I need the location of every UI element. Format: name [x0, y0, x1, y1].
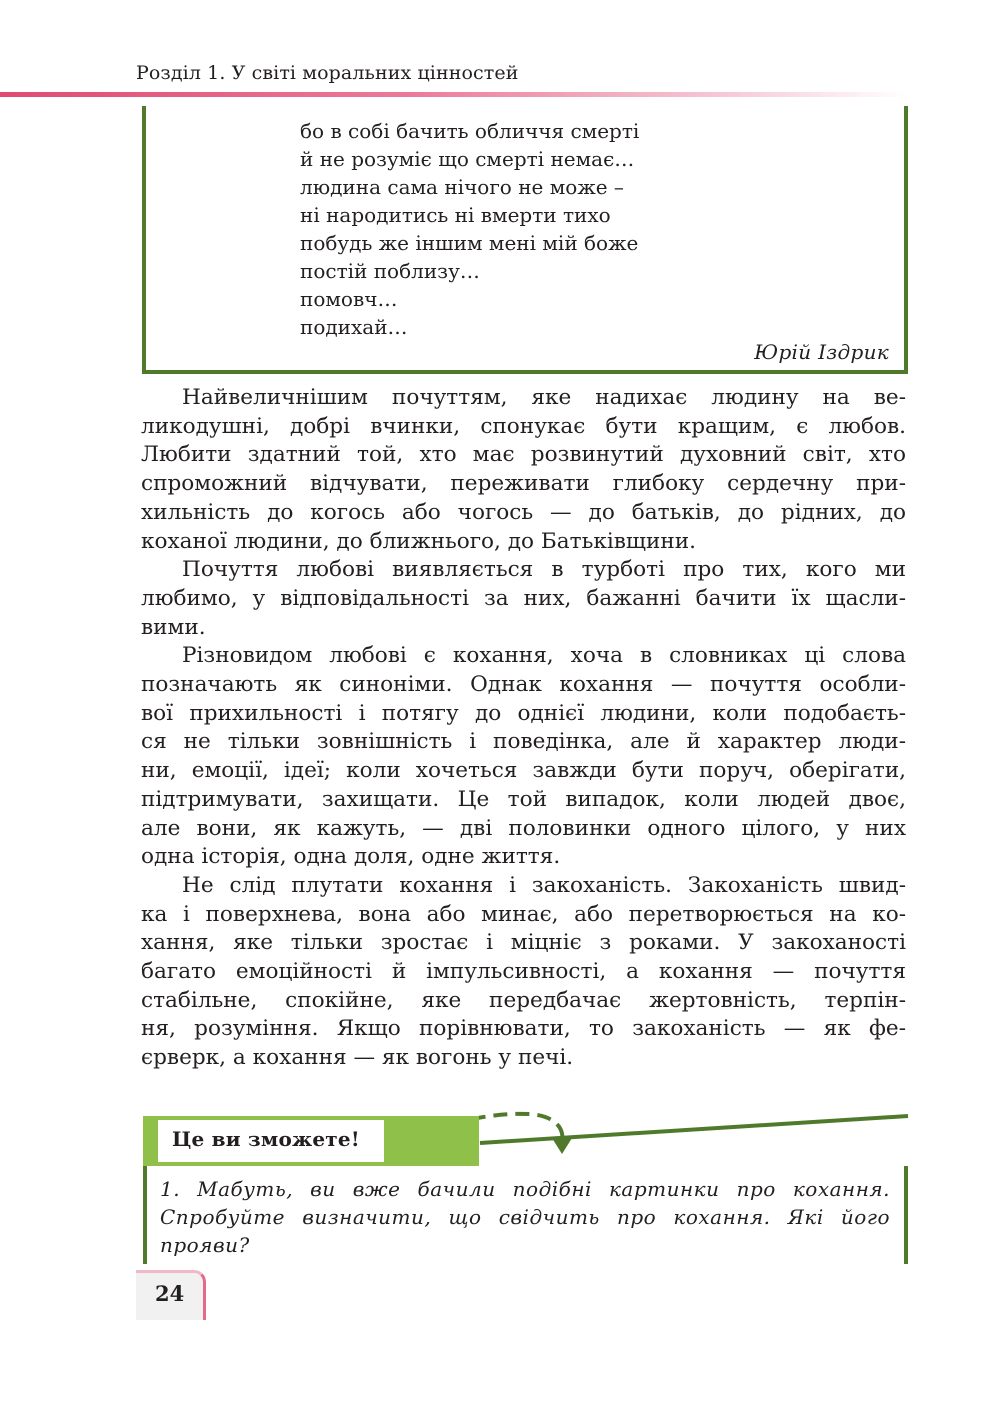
task-text: [160, 1175, 890, 1259]
text-line: ся не тільки зовнішність і поведінка, але й характер люди-: [141, 729, 906, 755]
text-line: одна історія, одна доля, одне життя.: [141, 844, 561, 870]
poem-line: ні народитись ні вмерти тихо: [300, 203, 611, 227]
text-line: хання, яке тільки зростає і міцніє з роками. У закоханості: [141, 930, 906, 956]
arrow-head-icon: [552, 1138, 572, 1154]
text-line: Почуття любові виявляється в турботі про тих, кого ми: [182, 557, 906, 583]
text-line: хильність до когось або чогось — до батьків, до рідних, до: [141, 499, 906, 525]
text-line: вими.: [141, 614, 206, 640]
page-header-title: Розділ 1. У світі моральних цінностей: [136, 62, 519, 84]
text-line: коханої людини, до ближнього, до Батьківщини.: [141, 528, 697, 554]
text-line: позначають як синоніми. Однак кохання — почуття особли-: [141, 672, 906, 698]
text-line: Найвеличнішим почуттям, яке надихає людину на ве-: [182, 385, 906, 410]
page-number: 24: [155, 1281, 185, 1306]
text-line: Різновидом любові є кохання, хоча в словниках ці слова: [182, 643, 906, 669]
text-line: ка і поверхнева, вона або минає, або перетворюється на ко-: [141, 901, 906, 927]
text-line: ня, розуміння. Якщо порівнювати, то закоханість — як фе-: [141, 1016, 906, 1042]
text-line: ликодушні, добрі вчинки, спонукає бути кращим, є любов.: [141, 413, 906, 439]
task-line: прояви?: [160, 1233, 250, 1257]
text-line: ни, емоції, ідеї; коли хочеться завжди бути поруч, оберігати,: [141, 758, 906, 784]
text-line: підтримувати, захищати. Це той випадок, коли людей двоє,: [141, 786, 906, 812]
text-line: багато емоційності й імпульсивності, а кохання — почуття: [141, 959, 906, 985]
text-line: спроможний відчувати, переживати глибоку сердечну при-: [141, 471, 906, 497]
text-line: єрверк, а кохання — як вогонь у печі.: [141, 1045, 574, 1071]
poem-line: подихай…: [300, 315, 408, 339]
poem-line: побудь же іншим мені мій боже: [300, 231, 639, 255]
poem-line: й не розуміє що смерті немає…: [300, 147, 635, 171]
text-line: Любити здатний той, хто має розвинутий духовний світ, хто: [141, 442, 906, 468]
task-line: 1. Мабуть, ви вже бачили подібні картинки про кохання.: [160, 1177, 890, 1201]
poem-line: помовч…: [300, 287, 398, 311]
task-label: Це ви зможете!: [172, 1127, 360, 1151]
text-line: вої прихильності і потягу до однієї людини, коли подобаєть-: [141, 700, 906, 726]
poem-line: постій поблизу…: [300, 259, 480, 283]
poem-line: людина сама нічого не може –: [300, 175, 624, 199]
task-frame-top-line: [480, 1116, 908, 1143]
poem-line: бо в собі бачить обличчя смерті: [300, 119, 640, 143]
text-line: стабільне, спокійне, яке передбачає жертовність, терпін-: [141, 987, 906, 1013]
text-line: Не слід плутати кохання і закоханість. Закоханість швид-: [182, 872, 906, 898]
text-line: любимо, у відповідальності за них, бажанні бачити їх щасли-: [141, 585, 906, 611]
task-line: Спробуйте визначити, що свідчить про кохання. Які його: [160, 1205, 890, 1229]
poem-author: Юрій Іздрик: [754, 340, 889, 364]
text-line: але вони, як кажуть, — дві половинки одного цілого, у них: [141, 815, 906, 841]
